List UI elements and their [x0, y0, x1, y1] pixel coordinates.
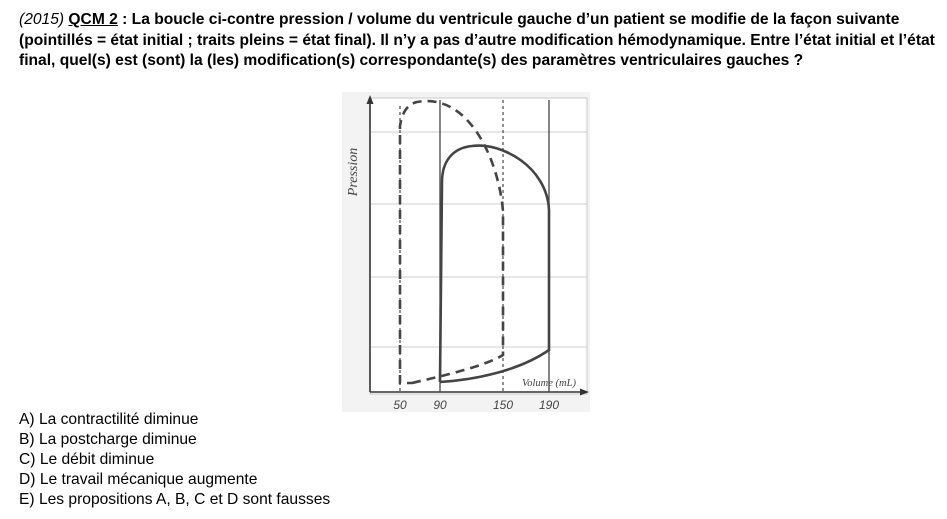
answer-text: Le travail mécanique augmente — [39, 471, 258, 488]
plot-area — [370, 98, 587, 394]
answer-letter: C) — [19, 451, 36, 468]
question-text — [19, 10, 939, 72]
answer-list — [19, 410, 330, 510]
pressure-volume-figure — [342, 92, 590, 412]
answer-text: La postcharge diminue — [38, 431, 197, 448]
answer-option-a — [19, 410, 330, 430]
answer-option-d — [19, 470, 330, 490]
answer-text: Les propositions A, B, C et D sont fausses — [38, 491, 331, 508]
answer-letter: E) — [19, 491, 35, 508]
answer-option-e — [19, 490, 330, 510]
x-tick-label: 150 — [492, 398, 514, 412]
answer-letter: D) — [19, 471, 36, 488]
x-tick-label: 50 — [393, 398, 407, 412]
x-axis-label: Volume (mL) — [522, 378, 576, 389]
x-tick-label: 190 — [538, 398, 560, 412]
answer-letter: A) — [19, 411, 35, 428]
answer-option-c — [19, 450, 330, 470]
x-tick-label: 90 — [433, 398, 447, 412]
question-qcm-label: QCM 2 — [68, 11, 118, 28]
answer-text: La contractilité diminue — [38, 411, 199, 428]
answer-text: Le débit diminue — [39, 451, 155, 468]
y-axis-label: Pression — [346, 147, 361, 197]
question-body: : La boucle ci-contre pression / volume du ventricule gauche d’un patient se modifie de la façon suivante (pointillés = état initial ; traits pleins = état final). Il n’y a pas d’autre modification hémodynamique. Entre l’état initial et l’état final, quel(s) est (sont) la (les) modification(s) correspondante(s) des paramètres ventriculaires gauches ? — [19, 11, 935, 69]
pressure-volume-loop-svg — [342, 92, 590, 412]
question-year: (2015) — [19, 11, 65, 28]
answer-letter: B) — [19, 431, 35, 448]
answer-option-b — [19, 430, 330, 450]
